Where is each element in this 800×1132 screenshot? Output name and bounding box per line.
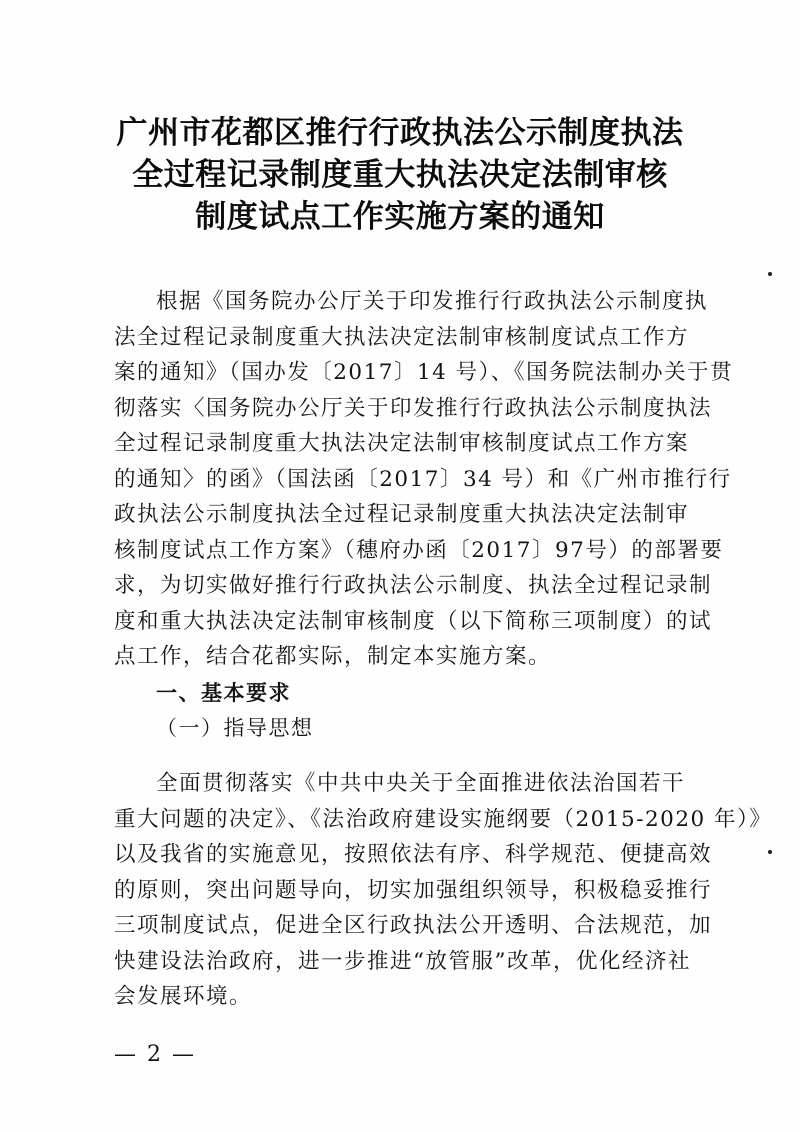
paragraph1-line-9: 求，为切实做好推行行政执法公示制度、执法全过程记录制 — [114, 573, 713, 598]
section1-line-2: 重大问题的决定》、《法治政府建设实施纲要（2015-2020 年）》 — [114, 807, 773, 832]
document-title — [90, 112, 710, 238]
section1-line-3: 以及我省的实施意见，按照依法有序、科学规范、便捷高效 — [114, 842, 713, 867]
paragraph1-line-3: 案的通知》（国办发〔2017〕14 号）、《国务院法制办关于贯 — [114, 360, 734, 385]
title-line-2: 全过程记录制度重大执法决定法制审核 — [132, 157, 668, 193]
paragraph1-line-11: 点工作，结合花都实际，制定本实施方案。 — [114, 644, 552, 669]
paragraph1-line-1: 根据《国务院办公厅关于印发推行行政执法公示制度执 — [156, 289, 709, 314]
section1-subheading: （一）指导思想 — [156, 716, 314, 740]
paragraph1-line-6: 的通知〉的函》（国法函〔2017〕34 号）和《广州市推行行 — [114, 467, 732, 492]
page-number: — 2 — — [114, 1042, 196, 1067]
paragraph1-line-10: 度和重大执法决定法制审核制度（以下简称三项制度）的试 — [114, 609, 713, 634]
section1-line-4: 的原则，突出问题导向，切实加强组织领导，积极稳妥推行 — [114, 878, 713, 903]
title-line-1: 广州市花都区推行行政执法公示制度执法 — [116, 115, 684, 151]
section1-line-7: 会发展环境。 — [114, 984, 253, 1009]
section1-heading: 一、基本要求 — [156, 681, 291, 705]
binder-dot-top — [768, 272, 772, 276]
section1-line-1: 全面贯彻落实《中共中央关于全面推进依法治国若干 — [156, 771, 686, 796]
paragraph1-line-4: 彻落实〈国务院办公厅关于印发推行行政执法公示制度执法 — [114, 396, 713, 421]
title-line-3: 制度试点工作实施方案的通知 — [195, 199, 605, 235]
section1-line-6: 快建设法治政府，进一步推进“放管服”改革，优化经济社 — [114, 949, 691, 974]
paragraph1-line-8: 核制度试点工作方案》（穗府办函〔2017〕97号）的部署要 — [114, 538, 724, 563]
binder-dot-bottom — [768, 850, 772, 854]
paragraph1-line-2: 法全过程记录制度重大执法决定法制审核制度试点工作方 — [114, 325, 690, 350]
paragraph1-line-5: 全过程记录制度重大执法决定法制审核制度试点工作方案 — [114, 431, 690, 456]
paragraph1-line-7: 政执法公示制度执法全过程记录制度重大执法决定法制审 — [114, 502, 690, 527]
section1-line-5: 三项制度试点，促进全区行政执法公开透明、合法规范，加 — [114, 913, 713, 938]
